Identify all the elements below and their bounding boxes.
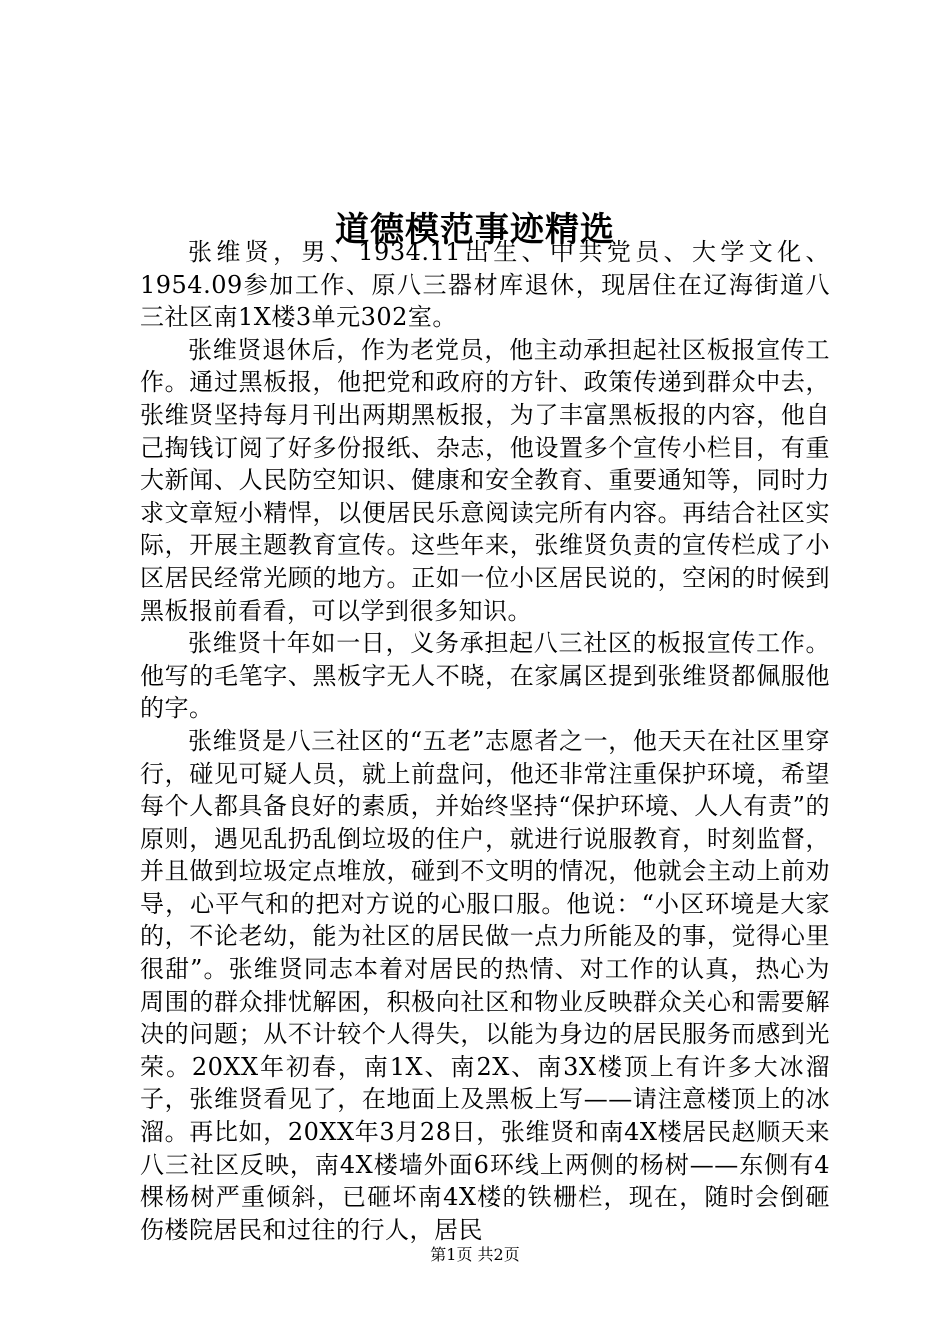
page-number-footer: 第1页 共2页	[430, 1245, 520, 1264]
paragraph-1: 张维贤，男、1934.11出生、中共党员、大学文化、1954.09参加工作、原八三器材库退休，现居住在辽海街道八三社区南1X楼3单元302室。	[140, 238, 830, 332]
paragraph-2: 张维贤退休后，作为老党员，他主动承担起社区板报宣传工作。通过黑板报，他把党和政府的方针、政策传递到群众中去，张维贤坚持每月刊出两期黑板报，为了丰富黑板报的内容，他自己掏钱订阅了好多份报纸、杂志，他设置多个宣传小栏目，有重大新闻、人民防空知识、健康和安全教育、重要通知等，同时力求文章短小精悍，以便居民乐意阅读完所有内容。再结合社区实际，开展主题教育宣传。这些年来，张维贤负责的宣传栏成了小区居民经常光顾的地方。正如一位小区居民说的，空闲的时候到黑板报前看看，可以学到很多知识。	[140, 335, 830, 625]
document-body	[140, 236, 830, 1246]
document-title: 道德模范事迹精选	[335, 209, 615, 250]
paragraph-4: 张维贤是八三社区的“五老”志愿者之一，他天天在社区里穿行，碰见可疑人员，就上前盘问，他还非常注重保护环境，希望每个人都具备良好的素质，并始终坚持“保护环境、人人有责”的原则，遇见乱扔乱倒垃圾的住户，就进行说服教育，时刻监督，并且做到垃圾定点堆放，碰到不文明的情况，他就会主动上前劝导，心平气和的把对方说的心服口服。他说：“小区环境是大家的，不论老幼，能为社区的居民做一点力所能及的事，觉得心里很甜”。张维贤同志本着对居民的热情、对工作的认真，热心为周围的群众排忧解困，积极向社区和物业反映群众关心和需要解决的问题；从不计较个人得失，以能为身边的居民服务而感到光荣。20XX年初春，南1X、南2X、南3X楼顶上有许多大冰溜子，张维贤看见了，在地面上及黑板上写——请注意楼顶上的冰溜。再比如，20XX年3月28日，张维贤和南4X楼居民赵顺天来八三社区反映，南4X楼墙外面6环线上两侧的杨树——东侧有4棵杨树严重倾斜，已砸坏南4X楼的铁栅栏，现在，随时会倒砸伤楼院居民和过往的行人，居民	[140, 726, 830, 1244]
paragraph-3: 张维贤十年如一日，义务承担起八三社区的板报宣传工作。他写的毛笔字、黑板字无人不晓，在家属区提到张维贤都佩服他的字。	[140, 629, 830, 723]
